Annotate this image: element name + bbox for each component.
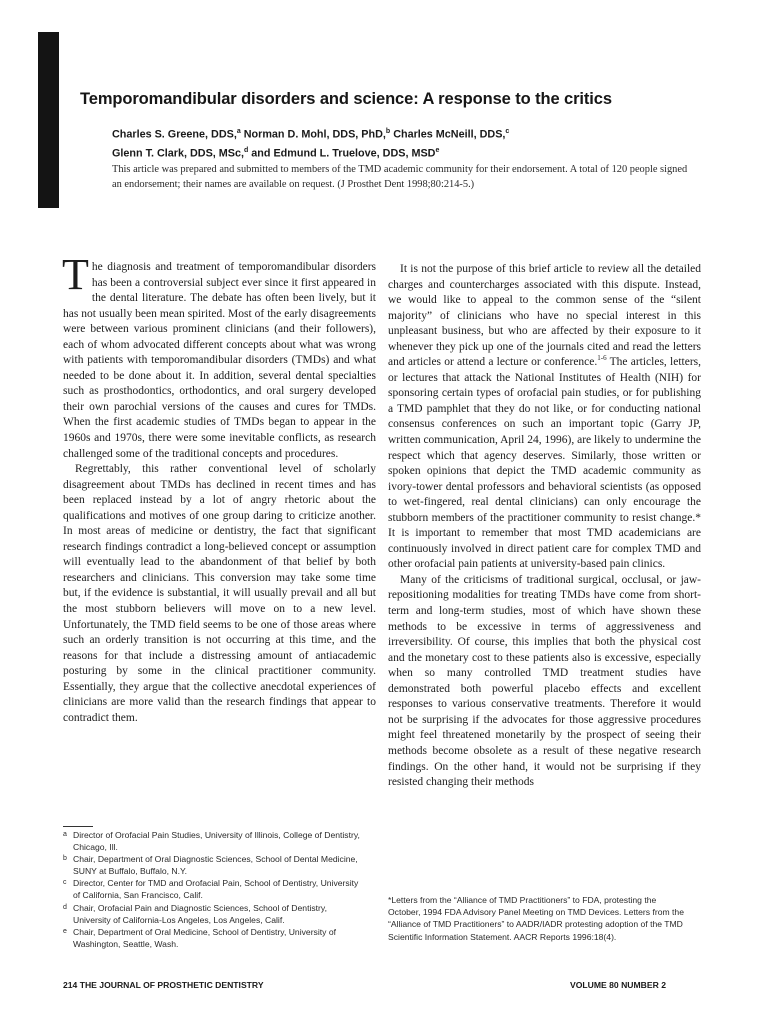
citation-reference: 1-6 — [597, 354, 607, 363]
page-footer-journal: 214 THE JOURNAL OF PROSTHETIC DENTISTRY — [63, 980, 264, 990]
body-paragraph — [388, 262, 701, 573]
footnote-text: Chair, Department of Oral Medicine, School of Dentistry, University of Washington, Seattle, Wash. — [73, 926, 337, 949]
body-paragraph: Regrettably, this rather conventional level of scholarly disagreement about TMDs has declined in recent times and has been replaced instead by a lot of angry rhetoric about the qualifications and motives of one group daring to criticize another. In most areas of medicine or dentistry, the fact that significant research findings contradict a long-believed concept or assumption will eventually lead to the abandonment of that belief by both researchers and clinicians. This conversion may take some time but, if the evidence is substantial, it will usually prevail and all but the most stubborn believers will move on to a new level. Unfortunately, the TMD field seems to be one of those areas where such an orderly transition is not occurring at this time, and the reasons for that include a distressing amount of antiacademic posturing by some in the clinical practitioner community. Essentially, they argue that the collective anecdotal experiences of clinicians are more valid than the research findings that appear to contradict them. — [63, 463, 376, 724]
footnote-text: Director of Orofacial Pain Studies, University of Illinois, College of Dentistry, Chicago, Ill. — [73, 830, 360, 853]
footnote-mark: b — [63, 855, 67, 863]
body-paragraph: Many of the criticisms of traditional surgical, occlusal, or jaw-repositioning modalities for treating TMDs have come from short-term and long-term studies, most of which have shown these methods to be excessive in terms of aggressiveness and irreversibility. Of course, this implies that both the physical cost and the monetary cost to these patients also is excessive, especially when so many controlled TMD treatment studies have demonstrated both powerful placebo effects and excellent responses to various conservative treatments. Therefore it would not be surprising if the advocates for those aggressive procedures might feel threatened monetarily by the prospect of seeing their methods become obsolete as a result of these negative research findings. On the other hand, it would not be surprising if they resisted changing their methods — [388, 573, 701, 789]
abstract: This article was prepared and submitted to members of the TMD academic community for their endorsement. A total of 120 people signed an endorsement; their names are available on request. (J Prosthet Dent 1998;80:214-5.) — [112, 164, 688, 190]
footnote-text: Director, Center for TMD and Orofacial Pain, School of Dentistry, University of California, San Francisco, Calif. — [73, 878, 359, 901]
paragraph-text: he diagnosis and treatment of temporomandibular disorders has been a controversial subject ever since it first appeared in the dental literature. The debate has often been lively, but it has not usually been mean spirited. Most of the early disagreements were between various prominent clinicians (and their followers), each of whom advocated different concepts about what was wrong with patients with temporomandibular disorders (TMDs) and what needed to be done about it. In addition, several dental specialties such as prosthodontics, orthodontics, and oral surgery developed their own parochial versions of the causes and cures for TMDs. When the first academic studies of TMDs began to appear in the 1960s and 1970s, there were some inevitable conflicts, as research challenged some of the traditional concepts and procedures. — [63, 261, 376, 460]
footnote-text: Chair, Orofacial Pain and Diagnostic Sciences, School of Dentistry, University of California-Los Angeles, Los Angeles, Calif. — [73, 902, 327, 925]
paragraph-text: The articles, letters, or lectures that attack the National Institutes of Health (NIH) for sponsoring certain types of orofacial pain studies, or for publishing a TMD pamphlet that they do not like, or for conducting national consensus conferences on such an important topic (Garry JP, written communication, April 24, 1996), are likely to undermine the respect which that agency deserves. Similarly, those written or spoken opinions that depict the TMD academic community as ivory-tower dental professors and behavioral scientists (as opposed to wet-fingered, real dental clinicians) can only encourage the stubborn members of the practitioner community to resist change.* It is important to remember that most TMD academicians are continuously involved in direct patient care for complex TMD and other orofacial pain patients at university-based pain clinics. — [388, 356, 701, 571]
footnote — [63, 902, 363, 926]
page-footer-volume: VOLUME 80 NUMBER 2 — [570, 980, 666, 990]
author-affiliation-mark: d — [244, 146, 249, 154]
footnote-rule — [63, 826, 93, 827]
author-affiliation-mark: c — [505, 128, 510, 135]
author-name: Glenn T. Clark, DDS, MSc, — [112, 147, 244, 160]
author-name: Charles S. Greene, DDS, — [112, 128, 237, 141]
drop-cap: T — [62, 250, 89, 299]
body-paragraph — [62, 250, 376, 462]
asterisk-footnote: *Letters from the “Alliance of TMD Practitioners” to FDA, protesting the October, 1994 FDA Advisory Panel Meeting on TMD Devices. Letters from the “Alliance of TMD Practitioners” to AADR/IADR protesting adoption of the TMD Scientific Information Statement. AACR Reports 1996:18(4). — [388, 895, 684, 942]
paragraph-text: It is not the purpose of this brief article to review all the detailed charges and countercharges associated with this dispute. Instead, we would like to appeal to the common sense of the “silent majority” of clinicians who have no special interest in this unpleasant business, but who are affected by their exposure to it whenever they pick up one of the journals cited and read the letters and articles or attend a lecture or conference. — [388, 263, 701, 369]
footnote-mark: c — [63, 879, 67, 887]
section-marker-bar — [38, 32, 59, 208]
body-column-right — [388, 262, 701, 791]
author-name: Norman D. Mohl, DDS, PhD, — [243, 128, 386, 141]
footnote — [63, 829, 363, 853]
body-column-left — [62, 250, 376, 726]
affiliation-footnotes — [63, 829, 363, 950]
author-name: and Edmund L. Truelove, DDS, MSD — [251, 147, 436, 160]
author-affiliation-mark: b — [385, 128, 391, 135]
footnote — [63, 926, 363, 950]
author-list — [112, 124, 692, 161]
footnote-mark: d — [63, 903, 67, 911]
author-line-1 — [112, 124, 692, 143]
author-line-2 — [112, 143, 692, 162]
footnote-text: Chair, Department of Oral Diagnostic Sciences, School of Dental Medicine, SUNY at Buffalo, Buffalo, N.Y. — [73, 854, 358, 877]
author-affiliation-mark: e — [435, 146, 440, 154]
footnote-mark: a — [63, 831, 67, 838]
author-name: Charles McNeill, DDS, — [393, 128, 506, 141]
footnote — [63, 853, 363, 877]
author-affiliation-mark: a — [236, 128, 241, 135]
footnote-mark: e — [63, 927, 67, 935]
footnote — [63, 877, 363, 901]
article-title: Temporomandibular disorders and science: A response to the critics — [80, 90, 612, 108]
